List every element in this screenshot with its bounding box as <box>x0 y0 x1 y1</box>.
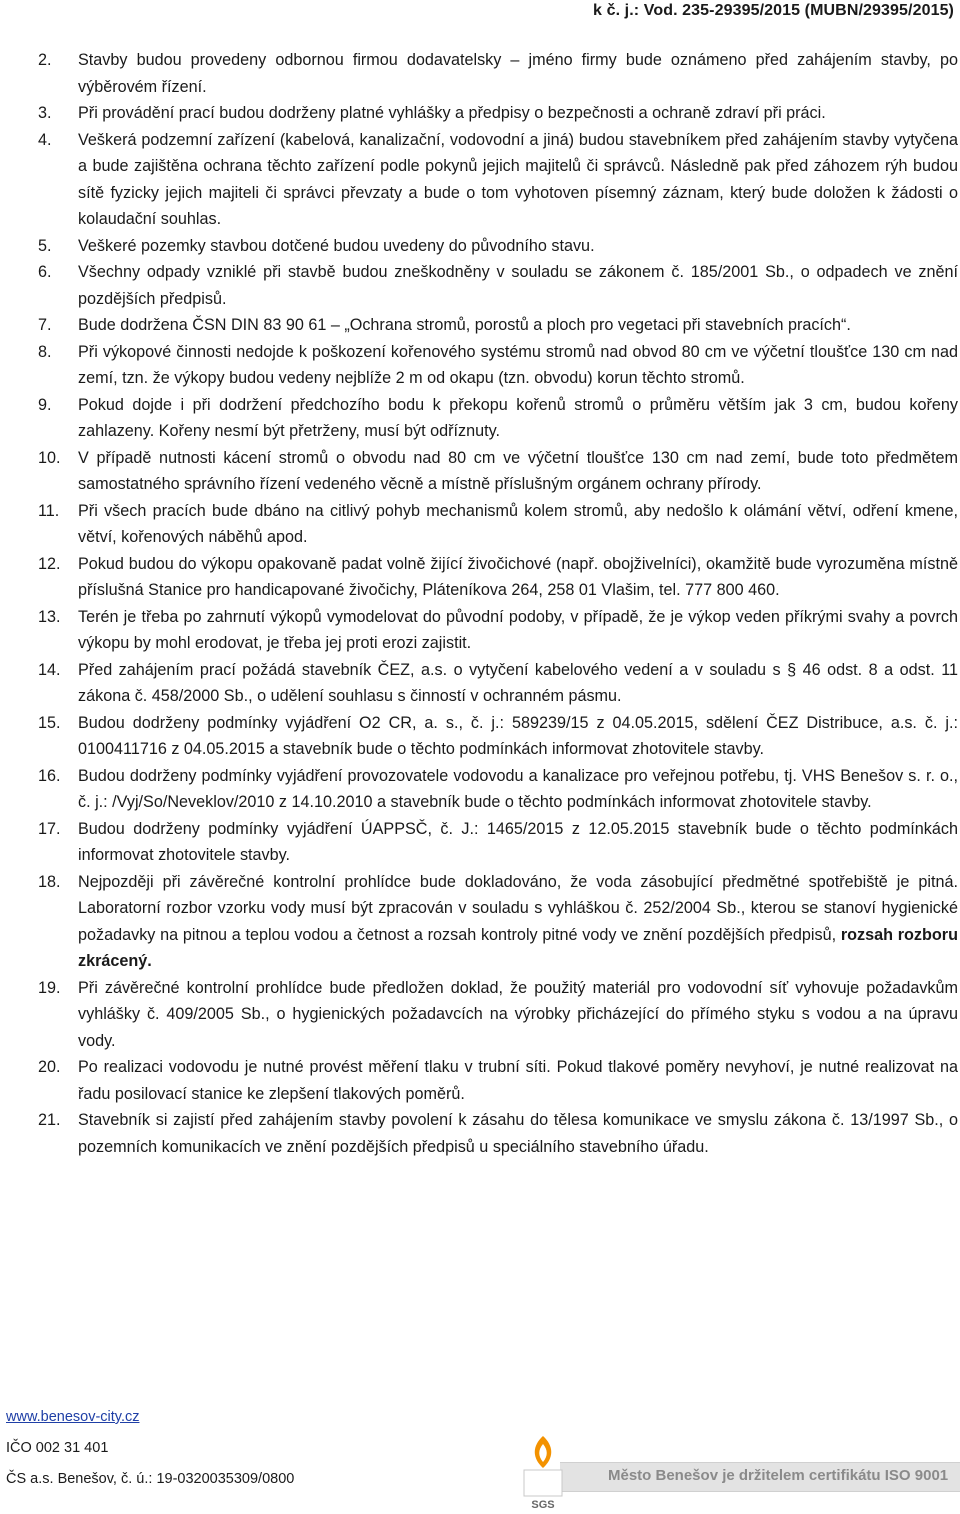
sgs-logo-label: SGS <box>531 1499 555 1511</box>
item-text <box>78 551 958 604</box>
item-text <box>78 710 958 763</box>
list-item <box>38 604 958 657</box>
item-text <box>78 763 958 816</box>
item-text-body: Veškeré pozemky stavbou dotčené budou uvedeny do původního stavu. <box>78 236 595 255</box>
item-number: 2. <box>38 51 52 69</box>
item-number: 5. <box>38 236 52 255</box>
item-text <box>78 127 958 233</box>
item-text <box>78 1054 958 1107</box>
list-item <box>38 710 958 763</box>
item-number: 8. <box>38 342 52 361</box>
item-text-body: Při závěrečné kontrolní prohlídce bude předložen doklad, že použitý materiál pro vodovodní síť vyhovuje požadavkům vyhlášky č. 409/2005 Sb., o hygienických požadavcích na výrobky přicházející do přímého styku s vodou a na úpravu vody. <box>78 978 958 1050</box>
item-text <box>78 392 958 445</box>
bank-account-text: ČS a.s. Benešov, č. ú.: 19-0320035309/0800 <box>6 1471 295 1487</box>
list-item <box>38 1107 958 1160</box>
item-text <box>78 604 958 657</box>
certificate-bar <box>560 1462 960 1492</box>
item-text <box>78 869 958 975</box>
item-text-body: Stavby budou provedeny odbornou firmou dodavatelsky – jméno firmy bude oznámeno před zahájením stavby, po výběrovém řízení. <box>78 51 958 96</box>
list-item <box>38 1054 958 1107</box>
item-text <box>78 312 958 339</box>
item-text-body: Při provádění prací budou dodrženy platné vyhlášky a předpisy o bezpečnosti a ochraně zdraví při práci. <box>78 104 826 122</box>
list-item <box>38 763 958 816</box>
item-number: 13. <box>38 607 61 626</box>
ico-text: IČO 002 31 401 <box>6 1440 109 1456</box>
item-number: 17. <box>38 819 61 838</box>
item-text-body: Budou dodrženy podmínky vyjádření ÚAPPSČ, č. J.: 1465/2015 z 12.05.2015 stavebník bude o těchto podmínkách informovat zhotovitele stavby. <box>78 819 958 864</box>
item-text <box>78 657 958 710</box>
conditions-list <box>38 47 958 1160</box>
list-item <box>38 816 958 869</box>
item-text-body: Budou dodrženy podmínky vyjádření provozovatele vodovodu a kanalizace pro veřejnou potřebu, tj. VHS Benešov s. r. o., č. j.: /Vyj/So/Neveklov/2010 z 14.10.2010 a stavebník bude o těchto podmínkách informovat zhotovitele stavby. <box>78 766 958 811</box>
item-text-body: Stavebník si zajistí před zahájením stavby povolení k zásahu do tělesa komunikace ve smyslu zákona č. 13/1997 Sb., o pozemních komunikacích ve znění pozdějších předpisů u speciálního stavebního úřadu. <box>78 1111 958 1156</box>
item-text <box>78 339 958 392</box>
list-item <box>38 657 958 710</box>
item-number: 11. <box>38 501 60 520</box>
item-text <box>78 47 958 100</box>
iso-certificate-banner <box>520 1432 960 1514</box>
item-text <box>78 1107 958 1160</box>
item-number: 20. <box>38 1058 61 1076</box>
item-text-body: Po realizaci vodovodu je nutné provést měření tlaku v trubní síti. Pokud tlakové poměry nevyhoví, je nutné realizovat na řadu posilovací stanice ke zlepšení tlakových poměrů. <box>78 1058 958 1103</box>
item-text <box>78 445 958 498</box>
item-text <box>78 816 958 869</box>
certificate-text: Město Benešov je držitelem certifikátu ISO 9001 <box>608 1467 949 1484</box>
item-number: 21. <box>38 1111 61 1129</box>
list-item <box>38 127 958 233</box>
item-number: 16. <box>38 766 61 785</box>
item-text-body: Při výkopové činnosti nedojde k poškození kořenového systému stromů nad obvod 80 cm ve výčetní tloušťce 130 cm nad zemí, tzn. že výkopy budou vedeny nejblíže 2 m od okapu (tzn. obvodu) korun těchto stromů. <box>78 342 958 387</box>
item-text-body: Terén je třeba po zahrnutí výkopů vymodelovat do původní podoby, v případě, že je výkop veden příkrými svahy a povrch výkopu by mohl erodovat, je třeba jej proti erozi zajistit. <box>78 607 958 652</box>
item-number: 6. <box>38 263 52 281</box>
item-number: 14. <box>38 660 61 679</box>
item-number: 7. <box>38 316 52 334</box>
list-item <box>38 445 958 498</box>
document-reference: k č. j.: Vod. 235-29395/2015 (MUBN/29395/2015) <box>593 2 954 19</box>
list-item <box>38 498 958 551</box>
item-text-body: Bude dodržena ČSN DIN 83 90 61 – „Ochrana stromů, porostů a ploch pro vegetaci při stavebních pracích“. <box>78 316 851 334</box>
item-text-body: Veškerá podzemní zařízení (kabelová, kanalizační, vodovodní a jiná) budou stavebníkem před zahájením stavby vytyčena a bude zajištěna ochrana těchto zařízení podle pokynů jejich majitelů či správců. Následně pak před záhozem rýh budou sítě fyzicky jejich majiteli či správci převzaty a bude o tom vyhotoven písemný záznam, který bude doložen k žádosti o kolaudační souhlas. <box>78 130 958 228</box>
item-text-body: Budou dodrženy podmínky vyjádření O2 CR, a. s., č. j.: 589239/15 z 04.05.2015, sdělení ČEZ Distribuce, a.s. č. j.: 0100411716 z 04.05.2015 a stavebník bude o těchto podmínkách informovat zhotovitele stavby. <box>78 713 958 758</box>
item-number: 18. <box>38 872 61 891</box>
website-link[interactable]: www.benesov-city.cz <box>6 1409 140 1425</box>
item-number: 15. <box>38 713 61 732</box>
list-item <box>38 233 958 260</box>
item-text <box>78 100 958 127</box>
item-text-body: Pokud budou do výkopu opakovaně padat volně žijící živočichové (např. obojživelníci), okamžitě bude vyrozuměna místně příslušná Stanice pro handicapované živočichy, Pláteníkova 264, 258 01 Vlašim, tel. 777 800 460. <box>78 554 958 599</box>
footer <box>6 1402 294 1495</box>
list-item <box>38 975 958 1055</box>
list-item <box>38 551 958 604</box>
item-number: 10. <box>38 448 61 467</box>
item-text <box>78 975 958 1055</box>
list-item <box>38 47 958 100</box>
list-item <box>38 869 958 975</box>
item-text <box>78 498 958 551</box>
list-item <box>38 259 958 312</box>
item-text-body: Všechny odpady vzniklé při stavbě budou zneškodněny v souladu se zákonem č. 185/2001 Sb., o odpadech ve znění pozdějších předpisů. <box>78 263 958 308</box>
item-number: 12. <box>38 554 61 573</box>
list-item <box>38 100 958 127</box>
item-text-body: V případě nutnosti kácení stromů o obvodu nad 80 cm ve výčetní tloušťce 130 cm nad zemí, bude toto předmětem samostatného správního řízení vedeného věcně a místně příslušným orgánem ochrany přírody. <box>78 448 958 493</box>
item-text-emphasis: rozsah rozboru zkrácený. <box>78 925 958 970</box>
item-text-body: Před zahájením prací požádá stavebník ČEZ, a.s. o vytyčení kabelového vedení a v souladu s § 46 odst. 8 a odst. 11 zákona č. 458/2000 Sb., o udělení souhlasu s činností v ochranném pásmu. <box>78 660 958 705</box>
list-item <box>38 339 958 392</box>
item-text-body: Nejpozději při závěrečné kontrolní prohlídce bude dokladováno, že voda zásobující předmětné spotřebiště je pitná. Laboratorní rozbor vzorku vody musí být zpracován v souladu s vyhláškou č. 252/2004 Sb., kterou se stanoví hygienické požadavky na pitnou a teplou vodou a četnost a rozsah kontroly pitné vody ve znění pozdějších předpisů, <box>78 872 958 944</box>
item-text-body: Pokud dojde i při dodržení předchozího bodu k překopu kořenů stromů o průměru větším jak 3 cm, budou kořeny zahlazeny. Kořeny nesmí být přetrženy, musí být odříznuty. <box>78 395 958 440</box>
list-item <box>38 312 958 339</box>
item-number: 19. <box>38 978 61 997</box>
item-number: 9. <box>38 395 52 414</box>
item-number: 4. <box>38 130 52 149</box>
item-number: 3. <box>38 104 52 122</box>
item-text <box>78 259 958 312</box>
item-text-body: Při všech pracích bude dbáno na citlivý pohyb mechanismů kolem stromů, aby nedošlo k olámání větví, odření kmene, větví, kořenových náběhů apod. <box>78 501 958 546</box>
list-item <box>38 392 958 445</box>
sgs-logo-icon <box>520 1432 566 1512</box>
item-text <box>78 233 958 260</box>
